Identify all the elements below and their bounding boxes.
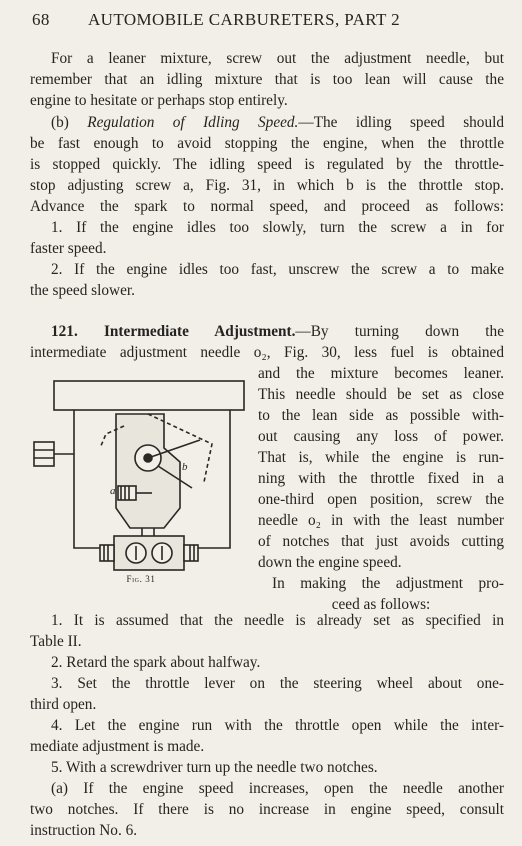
step-line: 4. Let the engine run with the throttle open while the inter-: [51, 717, 504, 734]
figure-label-b: b: [182, 461, 188, 473]
step-line: mediate adjustment is made.: [30, 738, 205, 755]
side-text-line: down the engine speed.: [258, 554, 402, 571]
section-heading-line: [51, 321, 504, 342]
section-number: 121.: [51, 323, 78, 340]
side-text-line: out causing any loss of power.: [258, 428, 504, 445]
side-text-line: In making the adjustment pro-: [272, 575, 504, 592]
side-text-line: That is, while the engine is run-: [258, 449, 504, 466]
step-line: 2. If the engine idles too fast, unscrew the screw a to make: [51, 261, 504, 278]
running-title: AUTOMOBILE CARBURETERS, PART 2: [88, 10, 400, 29]
figure-label-a: a: [110, 485, 116, 497]
step-line: 3. Set the throttle lever on the steering wheel about one-: [51, 675, 504, 692]
text-line: For a leaner mixture, screw out the adjustment needle, but: [51, 50, 504, 67]
side-text-line: one-third open position, screw the: [258, 491, 504, 508]
text-line: Advance the spark to normal speed, and proceed as follows:: [30, 198, 504, 215]
figure-caption: Fig. 31: [126, 574, 156, 584]
side-text-line: to the lean side as possible with-: [258, 407, 504, 424]
figure-31: [30, 378, 252, 596]
subsection-label: (b): [51, 114, 69, 131]
side-text-line: of notches that just avoids cutting: [258, 533, 504, 550]
text-fragment: —By turning down the: [295, 323, 504, 340]
side-text-line: and the mixture becomes leaner.: [258, 365, 504, 382]
section-title: Intermediate Adjustment.: [103, 323, 296, 340]
step-line: two notches. If there is no increase in engine speed, consult: [30, 801, 504, 818]
text-line: is stopped quickly. The idling speed is regulated by the throttle-: [30, 156, 504, 173]
step-line: 1. If the engine idles too slowly, turn the screw a in for: [51, 219, 504, 236]
side-text-line: ceed as follows:: [331, 596, 431, 613]
step-line: Table II.: [30, 633, 82, 650]
subsection-title: Regulation of Idling Speed.: [87, 114, 299, 131]
page-number: 68: [32, 10, 50, 29]
step-line: 2. Retard the spark about halfway.: [51, 654, 261, 671]
text-line: remember that an idling mixture that is too lean will cause the: [30, 71, 504, 88]
step-line: the speed slower.: [30, 282, 135, 299]
text-line: engine to hesitate or perhaps stop entirely.: [30, 92, 288, 109]
step-line: instruction No. 6.: [30, 822, 138, 839]
carburetor-diagram: [30, 378, 252, 596]
running-header: [30, 10, 500, 32]
step-line: (a) If the engine speed increases, open the needle another: [51, 780, 504, 797]
step-line: third open.: [30, 696, 97, 713]
text-line: stop adjusting screw a, Fig. 31, in which b is the throttle stop.: [30, 177, 504, 194]
subsection-heading-line: [51, 112, 504, 133]
side-text-line: ning with the throttle fixed in a: [258, 470, 504, 487]
side-text-line: This needle should be set as close: [258, 386, 504, 403]
text-fragment: —The idling speed should: [298, 114, 505, 131]
step-line: faster speed.: [30, 240, 107, 257]
text-line: be fast enough to avoid stopping the engine, when the throttle: [30, 135, 504, 152]
step-line: 1. It is assumed that the needle is already set as specified in: [51, 612, 504, 629]
side-text-line: needle o₂ in with the least number: [258, 512, 504, 529]
text-line: intermediate adjustment needle o₂, Fig. 30, less fuel is obtained: [30, 344, 504, 361]
step-line: 5. With a screwdriver turn up the needle two notches.: [51, 759, 378, 776]
